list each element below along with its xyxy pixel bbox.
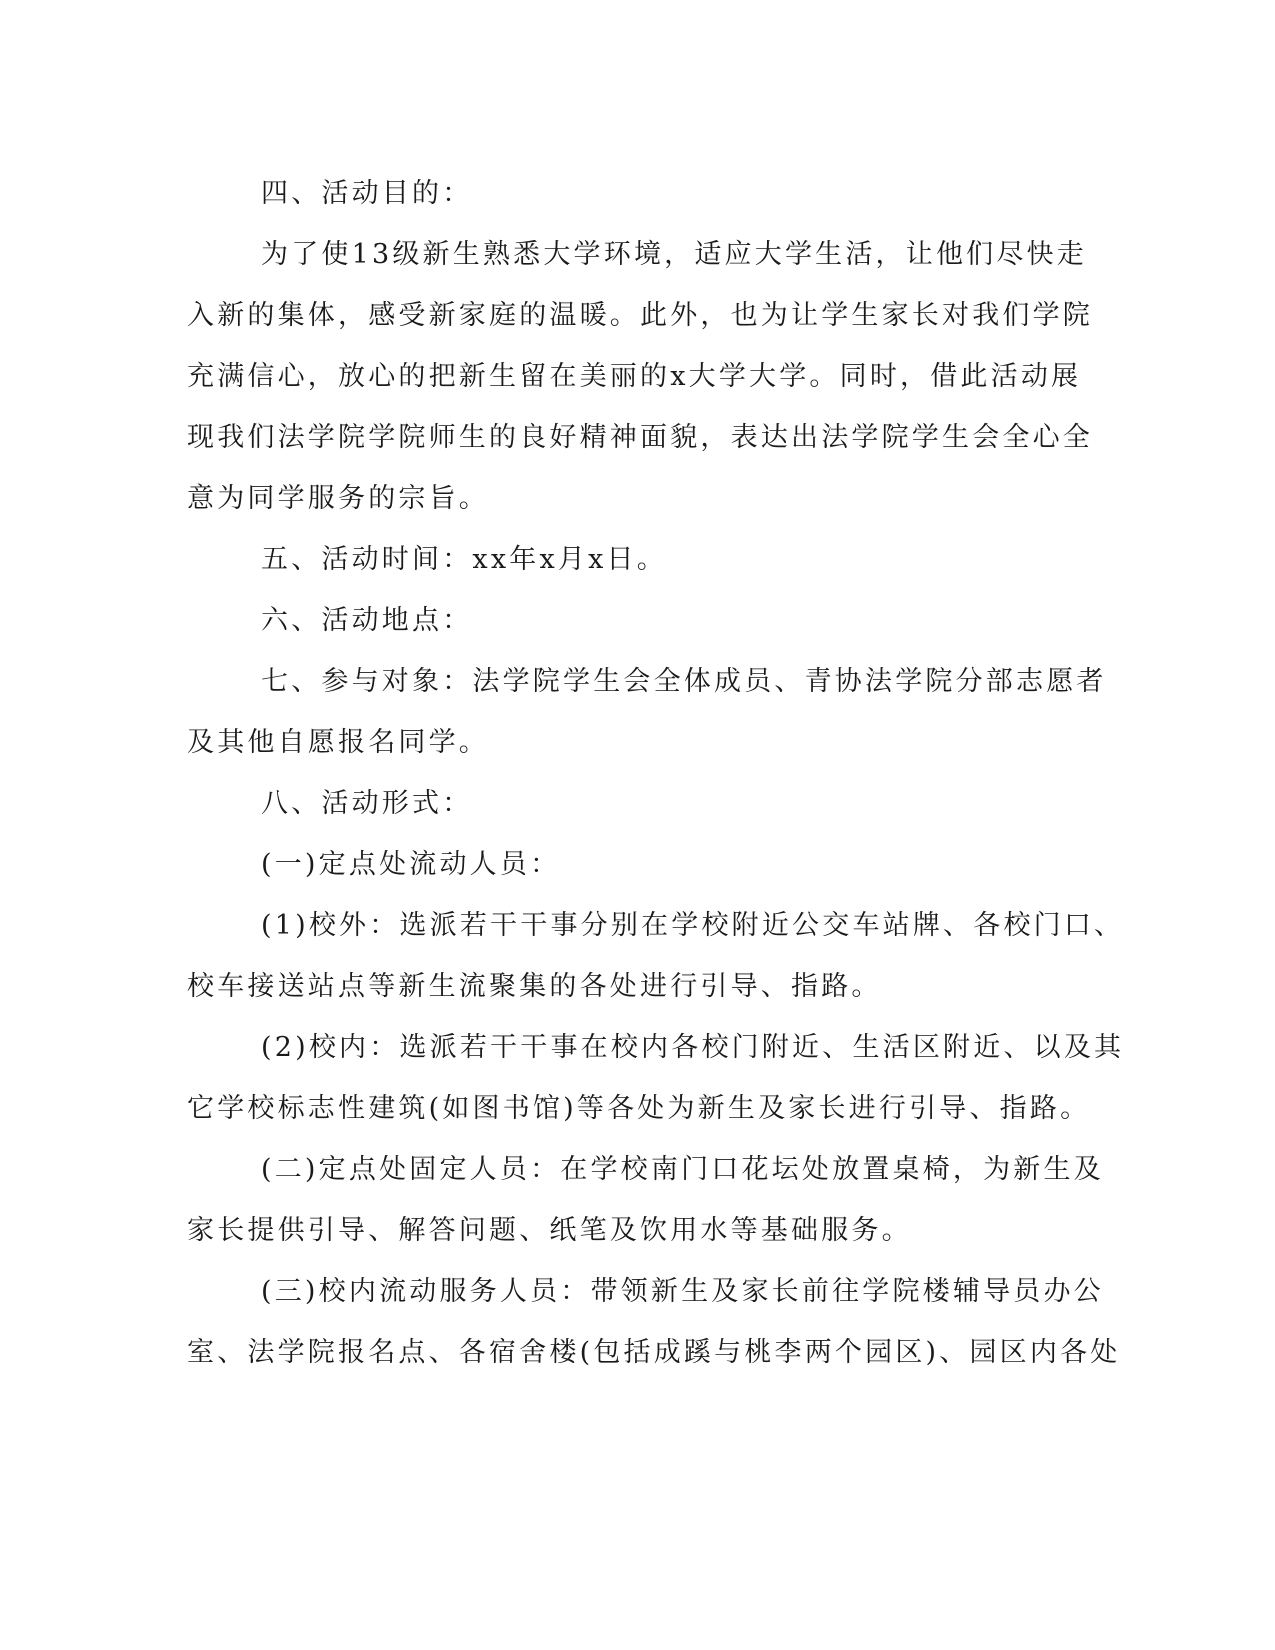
paragraph-purpose: [187, 224, 1093, 529]
text-line: (2)校内：选派若干干事在校内各校门附近、生活区附近、以及其: [261, 1032, 1125, 1063]
text-line: (1)校外：选派若干干事分别在学校附近公交车站牌、各校门口、: [261, 910, 1125, 941]
paragraph-off-campus: [187, 895, 1125, 1017]
text-line: (一)定点处流动人员：: [261, 849, 561, 880]
text-line: 意为同学服务的宗旨。: [187, 483, 489, 514]
paragraph-participants: [187, 651, 1107, 773]
paragraph-fixed-staff: [187, 1139, 1104, 1261]
paragraph-location: [187, 590, 1067, 651]
text-line: 室、法学院报名点、各宿舍楼(包括成蹊与桃李两个园区)、园区内各处: [187, 1337, 1121, 1368]
paragraph-campus-service: [187, 1261, 1121, 1383]
text-line: 充满信心，放心的把新生留在美丽的x大学大学。同时，借此活动展: [187, 361, 1082, 392]
text-line: 家长提供引导、解答问题、纸笔及饮用水等基础服务。: [187, 1215, 912, 1246]
text-line: 它学校标志性建筑(如图书馆)等各处为新生及家长进行引导、指路。: [187, 1093, 1091, 1124]
paragraph-format-heading: [187, 773, 1067, 834]
text-line: 校车接送站点等新生流聚集的各处进行引导、指路。: [187, 971, 882, 1002]
text-line: 八、活动形式：: [261, 788, 473, 819]
text-line: 六、活动地点：: [261, 605, 473, 636]
text-line: 现我们法学院学院师生的良好精神面貌，表达出法学院学生会全心全: [187, 422, 1093, 453]
text-line: (二)定点处固定人员：在学校南门口花坛处放置桌椅，为新生及: [261, 1154, 1104, 1185]
paragraph-purpose-heading: [187, 163, 1067, 224]
paragraph-mobile-staff-heading: [187, 834, 1067, 895]
document-body: [187, 163, 1125, 1383]
paragraph-time: [187, 529, 1067, 590]
text-line: 及其他自愿报名同学。: [187, 727, 489, 758]
text-line: 为了使13级新生熟悉大学环境，适应大学生活，让他们尽快走: [261, 239, 1087, 270]
paragraph-on-campus: [187, 1017, 1125, 1139]
text-line: 入新的集体，感受新家庭的温暖。此外，也为让学生家长对我们学院: [187, 300, 1093, 331]
text-line: 五、活动时间：xx年x月x日。: [261, 544, 667, 575]
text-line: (三)校内流动服务人员：带领新生及家长前往学院楼辅导员办公: [261, 1276, 1104, 1307]
text-line: 七、参与对象：法学院学生会全体成员、青协法学院分部志愿者: [261, 666, 1107, 697]
text-line: 四、活动目的：: [261, 178, 473, 209]
